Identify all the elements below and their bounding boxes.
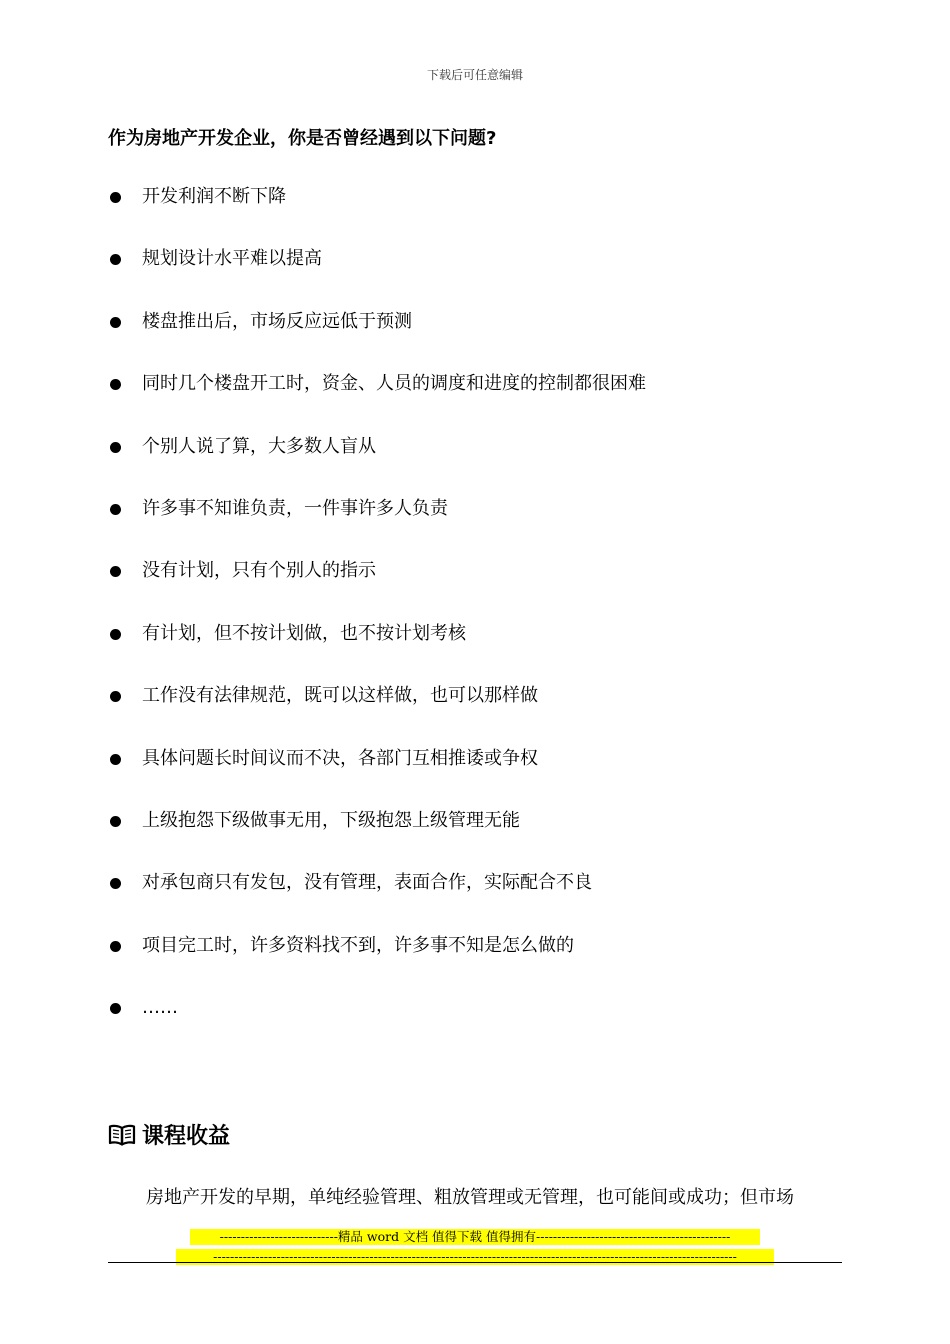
list-item-text: 有计划，但不按计划做，也不按计划考核	[142, 622, 466, 644]
list-item-text: 工作没有法律规范，既可以这样做，也可以那样做	[142, 685, 538, 707]
problem-list	[108, 184, 646, 1057]
bullet-icon	[110, 379, 121, 390]
list-item-text: 对承包商只有发包，没有管理，表面合作，实际配合不良	[142, 872, 592, 894]
footer-line: ----------------------------精品 word 文档 值得下载 值得拥有----------------------------------------------	[190, 1229, 760, 1245]
bullet-icon	[110, 566, 121, 577]
list-item-text: 同时几个楼盘开工时，资金、人员的调度和进度的控制都很困难	[142, 373, 646, 395]
list-item-text: 没有计划，只有个别人的指示	[142, 560, 376, 582]
book-icon	[108, 1123, 136, 1147]
list-item	[108, 870, 646, 932]
bullet-icon	[110, 504, 121, 515]
list-item	[108, 746, 646, 808]
bullet-icon	[110, 941, 121, 952]
list-item-text: 上级抱怨下级做事无用，下级抱怨上级管理无能	[142, 809, 520, 831]
body-paragraph: 房地产开发的早期，单纯经验管理、粗放管理或无管理，也可能间或成功；但市场	[146, 1187, 794, 1208]
page-header: 下载后可任意编辑	[426, 68, 523, 82]
bullet-icon	[110, 1003, 121, 1014]
question-title: 作为房地产开发企业，你是否曾经遇到以下问题?	[108, 128, 497, 149]
list-item-text: 项目完工时，许多资料找不到，许多事不知是怎么做的	[142, 934, 574, 956]
list-item	[108, 309, 646, 371]
bullet-icon	[110, 192, 121, 203]
list-item-text: 楼盘推出后，市场反应远低于预测	[142, 310, 412, 332]
list-item	[108, 496, 646, 558]
section-heading-text: 课程收益	[142, 1124, 231, 1149]
list-item-text: 规划设计水平难以提高	[142, 248, 322, 270]
list-item	[108, 184, 646, 246]
list-item	[108, 371, 646, 433]
bullet-icon	[110, 442, 121, 453]
bullet-icon	[110, 816, 121, 827]
footer-line: ----------------------------------------------------------------------------------------------------------------------------	[176, 1249, 774, 1265]
list-item	[108, 621, 646, 683]
list-item	[108, 434, 646, 496]
list-item	[108, 933, 646, 995]
footer-banner	[0, 1229, 950, 1269]
bullet-icon	[110, 754, 121, 765]
bullet-icon	[110, 254, 121, 265]
bullet-icon	[110, 629, 121, 640]
list-item-text: 个别人说了算，大多数人盲从	[142, 435, 376, 457]
list-item-text: 许多事不知谁负责，一件事许多人负责	[142, 497, 448, 519]
footer-divider	[108, 1262, 842, 1263]
list-item	[108, 246, 646, 308]
list-item	[108, 995, 646, 1057]
list-item	[108, 683, 646, 745]
bullet-icon	[110, 317, 121, 328]
list-item-text: 开发利润不断下降	[142, 186, 286, 207]
section-heading	[108, 1119, 230, 1150]
list-item-text: 具体问题长时间议而不决，各部门互相推诿或争权	[142, 747, 538, 769]
bullet-icon	[110, 691, 121, 702]
list-item	[108, 558, 646, 620]
bullet-icon	[110, 878, 121, 889]
list-item	[108, 808, 646, 870]
list-item-text: ……	[142, 997, 178, 1019]
